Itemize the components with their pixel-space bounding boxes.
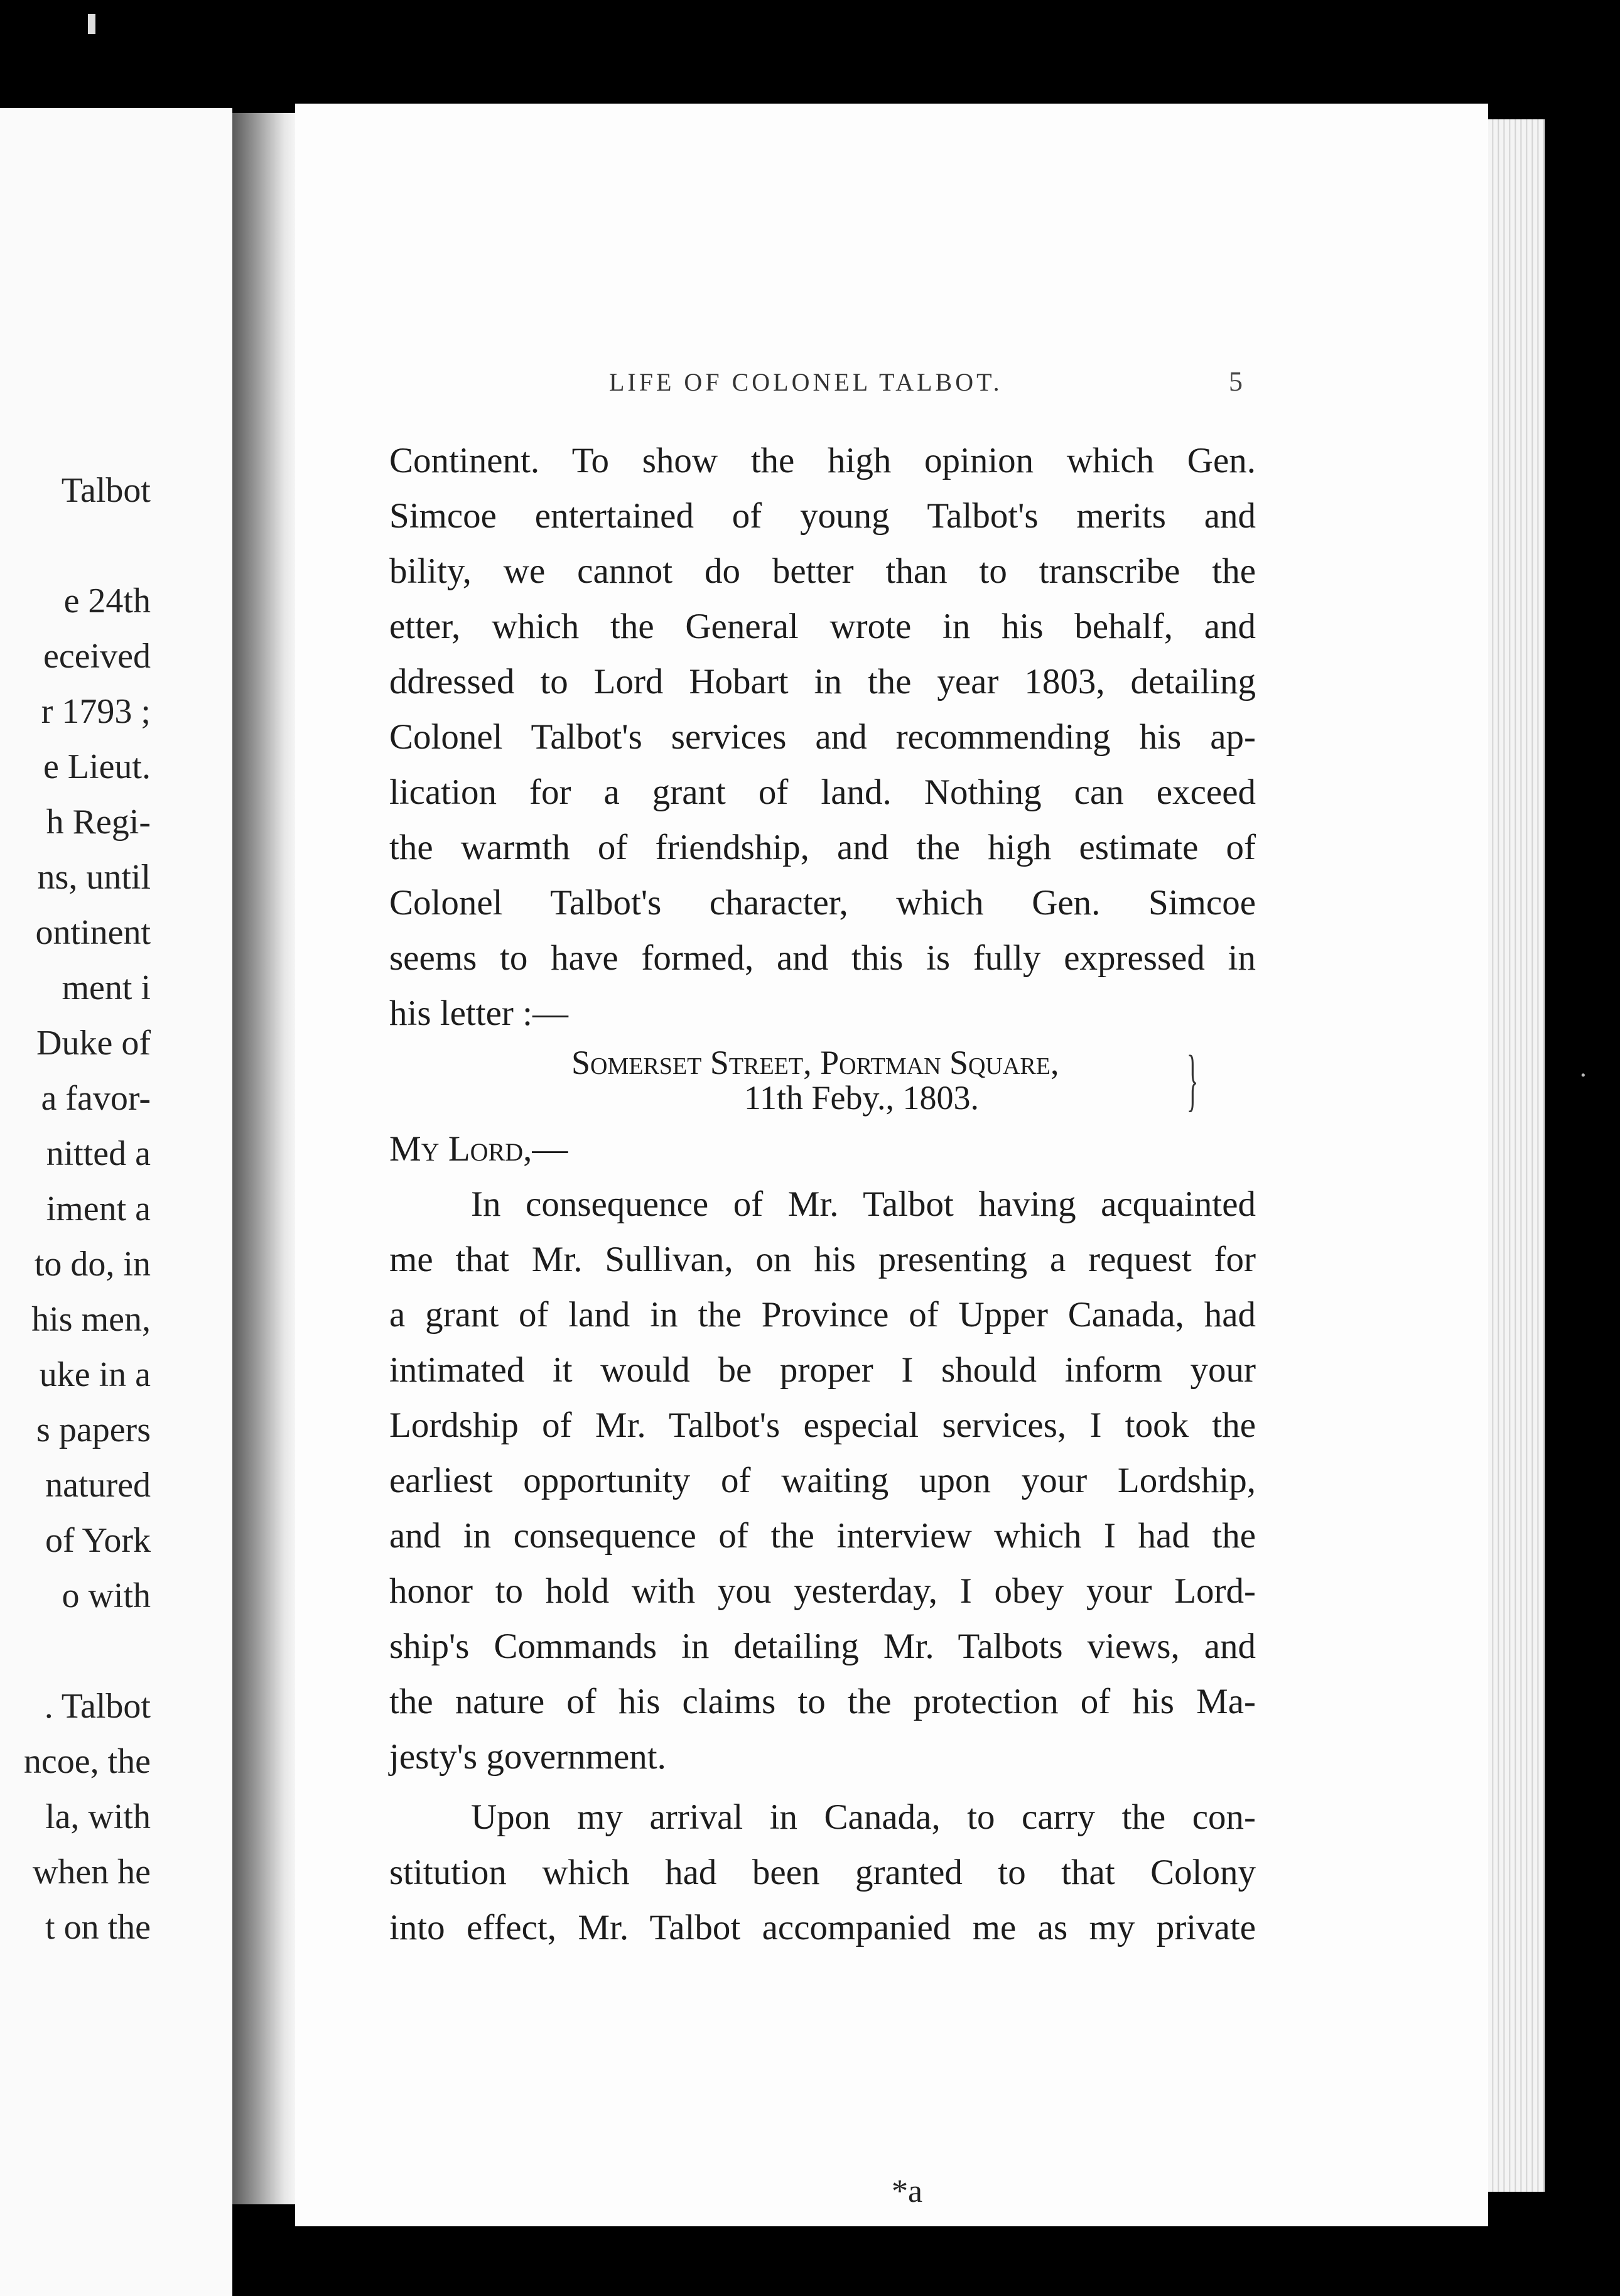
left-line: t on the bbox=[45, 1908, 151, 1947]
paragraph-2 bbox=[389, 1177, 1256, 1785]
left-line: Talbot bbox=[61, 471, 151, 510]
left-line: la, with bbox=[45, 1797, 151, 1836]
address-brace: } bbox=[1187, 1041, 1199, 1118]
text-line: Colonel Talbot's character, which Gen. Simcoe bbox=[389, 883, 1256, 923]
scan-margin-mark bbox=[88, 14, 95, 34]
text-line: jesty's government. bbox=[389, 1737, 666, 1777]
text-line: Colonel Talbot's services and recommending his ap- bbox=[389, 717, 1256, 757]
scan-speck: · bbox=[1579, 1061, 1587, 1090]
left-line bbox=[24, 1623, 151, 1679]
left-line: nitted a bbox=[46, 1134, 151, 1173]
text-line: a grant of land in the Province of Upper Canada, had bbox=[389, 1295, 1256, 1335]
left-line: natured bbox=[45, 1466, 151, 1505]
date-line: 11th Feby., 1803. bbox=[744, 1079, 979, 1117]
left-line: ment i bbox=[62, 968, 151, 1007]
text-line: Simcoe entertained of young Talbot's merits and bbox=[389, 496, 1256, 536]
text-line: ddressed to Lord Hobart in the year 1803, detailing bbox=[389, 662, 1256, 701]
text-line: bility, we cannot do better than to transcribe the bbox=[389, 551, 1256, 591]
left-line: to do, in bbox=[34, 1245, 151, 1284]
left-line: when he bbox=[32, 1853, 151, 1892]
text-line: Continent. To show the high opinion which Gen. bbox=[389, 441, 1256, 480]
text-line: Upon my arrival in Canada, to carry the con- bbox=[471, 1797, 1256, 1837]
text-line: seems to have formed, and this is fully expressed in bbox=[389, 938, 1256, 978]
text-line: intimated it would be proper I should inform your bbox=[389, 1350, 1256, 1390]
left-facing-page bbox=[0, 108, 232, 2296]
left-line: ncoe, the bbox=[23, 1742, 151, 1781]
text-line: his letter :— bbox=[389, 994, 568, 1033]
running-title: LIFE OF COLONEL TALBOT. bbox=[609, 368, 1003, 396]
left-line: e 24th bbox=[63, 582, 151, 620]
text-line: into effect, Mr. Talbot accompanied me as my private bbox=[389, 1908, 1256, 1947]
left-line: of York bbox=[45, 1521, 151, 1560]
left-line: his men, bbox=[31, 1300, 151, 1339]
page-edges bbox=[1488, 119, 1545, 2192]
left-line: ns, until bbox=[37, 858, 151, 897]
paragraph-1 bbox=[389, 433, 1256, 1041]
text-line: and in consequence of the interview which I had the bbox=[389, 1516, 1256, 1556]
text-line: lication for a grant of land. Nothing can exceed bbox=[389, 772, 1256, 812]
page-number: 5 bbox=[1229, 366, 1243, 397]
left-line bbox=[24, 518, 151, 573]
left-line: e Lieut. bbox=[43, 747, 151, 786]
text-line: the nature of his claims to the protection of his Ma- bbox=[389, 1682, 1256, 1721]
salutation: My Lord,— bbox=[389, 1129, 568, 1169]
left-page-text bbox=[24, 463, 151, 1955]
text-line: the warmth of friendship, and the high estimate of bbox=[389, 828, 1256, 867]
letter-address bbox=[389, 1041, 1256, 1118]
left-line: r 1793 ; bbox=[41, 692, 151, 731]
paragraph-3 bbox=[389, 1790, 1256, 1956]
text-line: honor to hold with you yesterday, I obey your Lord- bbox=[389, 1571, 1256, 1611]
text-line: earliest opportunity of waiting upon your Lordship, bbox=[389, 1461, 1256, 1500]
left-line: . Talbot bbox=[44, 1687, 151, 1726]
address-line: Somerset Street, Portman Square, bbox=[571, 1044, 1059, 1081]
left-line: s papers bbox=[36, 1411, 151, 1449]
left-line: ontinent bbox=[35, 913, 151, 952]
left-line: uke in a bbox=[39, 1355, 151, 1394]
page-body bbox=[389, 433, 1256, 1956]
left-line: a favor- bbox=[41, 1079, 151, 1118]
text-line: stitution which had been granted to that Colony bbox=[389, 1853, 1256, 1892]
signature-mark: *a bbox=[892, 2174, 923, 2209]
left-line: o with bbox=[62, 1576, 151, 1615]
left-line: Duke of bbox=[36, 1024, 151, 1063]
text-line: etter, which the General wrote in his behalf, and bbox=[389, 607, 1256, 646]
text-line: Lordship of Mr. Talbot's especial services, I took the bbox=[389, 1405, 1256, 1445]
book-gutter-shadow bbox=[232, 113, 301, 2204]
left-line: eceived bbox=[43, 637, 151, 676]
text-line: In consequence of Mr. Talbot having acquainted bbox=[471, 1184, 1256, 1224]
left-line: iment a bbox=[46, 1189, 151, 1228]
left-line: h Regi- bbox=[46, 803, 151, 842]
text-line: ship's Commands in detailing Mr. Talbots views, and bbox=[389, 1627, 1256, 1666]
text-line: me that Mr. Sullivan, on his presenting a request for bbox=[389, 1240, 1256, 1279]
